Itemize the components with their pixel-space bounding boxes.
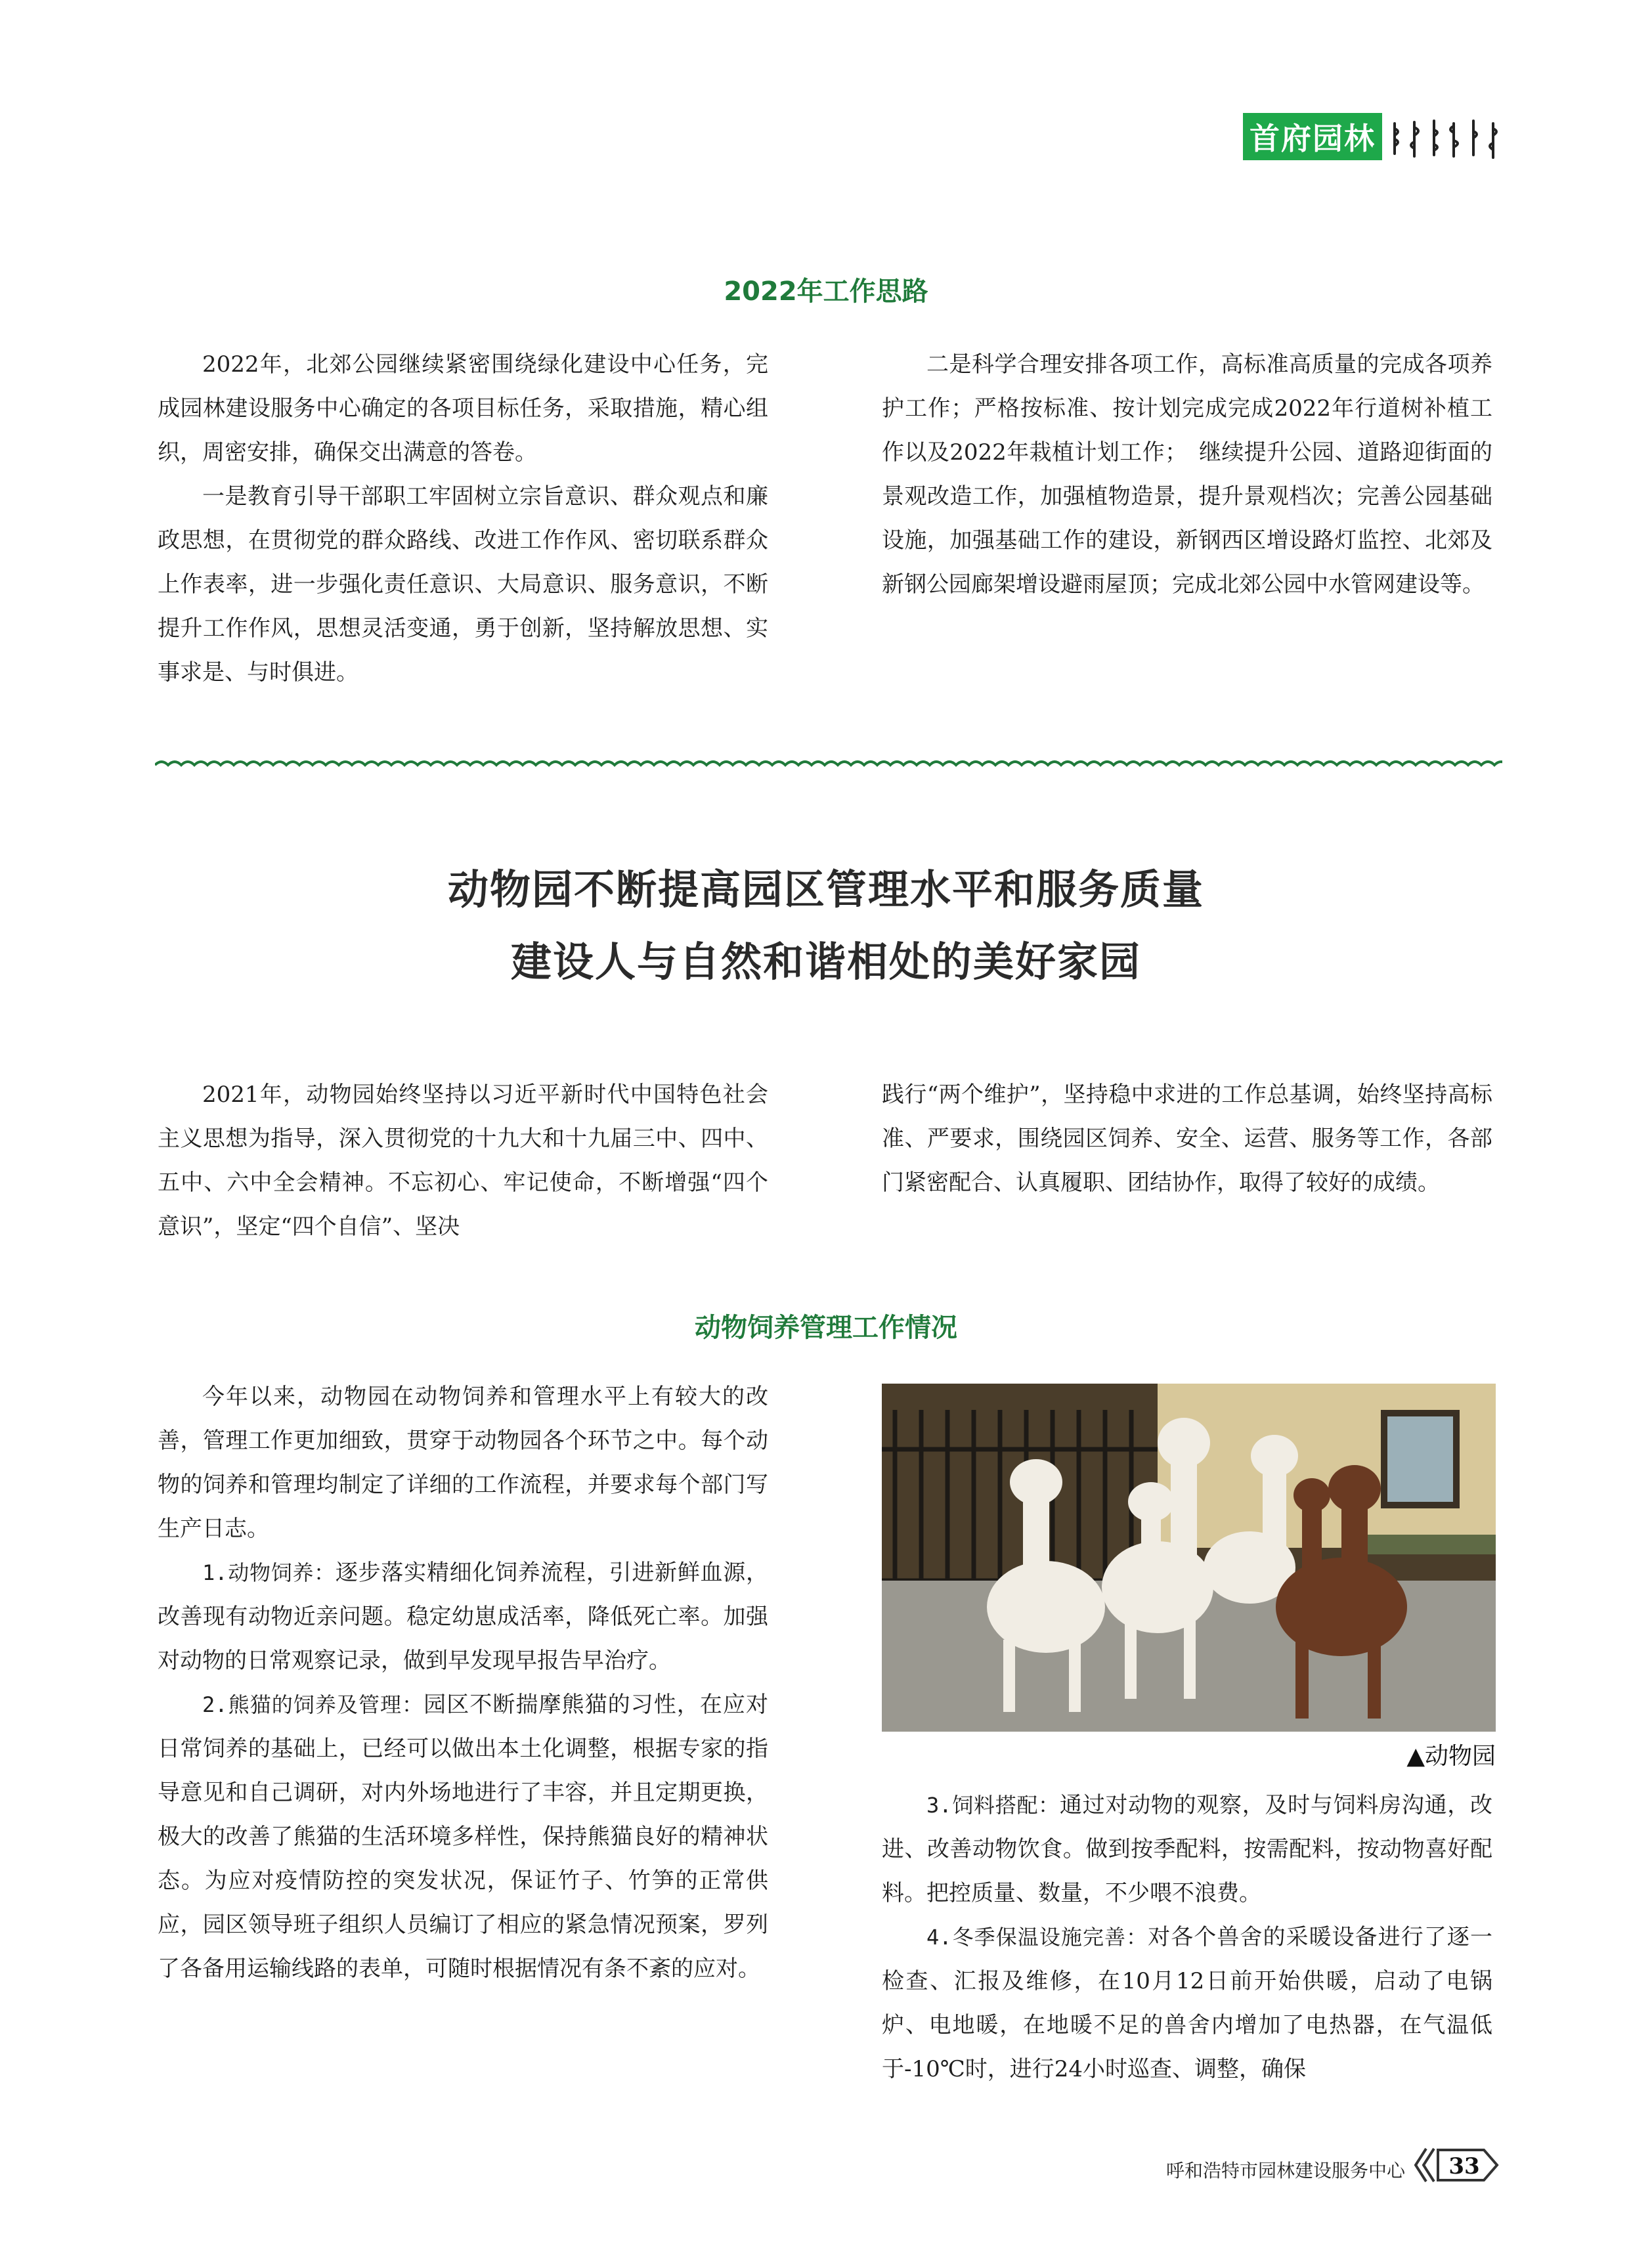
item-text: 逐步落实精细化饲养流程，引进新鲜血源，改善现有动物近亲问题。稳定幼崽成活率，降低死亡率。加强对动物的日常观察记录，做到早发现早报告早治疗。: [158, 1560, 768, 1674]
paragraph: 2021年，动物园始终坚持以习近平新时代中国特色社会主义思想为指导，深入贯彻党的十九大和十九届三中、四中、五中、六中全会精神。不忘初心、牢记使命，不断增强“四个意识”，坚定“四个自信”、坚决: [158, 1082, 768, 1240]
intro-left-column: [158, 1073, 768, 1249]
paragraph: [158, 1683, 768, 1991]
item-label: 2.熊猫的饲养及管理：: [202, 1692, 424, 1717]
section1-left-column: [158, 343, 768, 695]
item-text: 园区不断揣摩熊猫的习性，在应对日常饲养的基础上，已经可以做出本土化调整，根据专家的指导意见和自己调研，对内外场地进行了丰容，并且定期更换，极大的改善了熊猫的生活环境多样性，保持熊猫良好的精神状态。为应对疫情防控的突发状况，保证竹子、竹笋的正常供应，园区领导班子组织人员编订了相应的紧急情况预案，罗列了各备用运输线路的表单，可随时根据情况有条不紊的应对。: [158, 1692, 768, 1982]
paragraph: 二是科学合理安排各项工作，高标准高质量的完成各项养护工作；严格按标准、按计划完成完成2022年行道树补植工作以及2022年栽植计划工作； 继续提升公园、道路迎街面的景观改造工作，加强植物造景，提升景观档次；完善公园基础设施，加强基础工作的建设，新钢西区增设路灯监控、北郊及新钢公园廊架增设避雨屋顶；完成北郊公园中水管网建设等。: [882, 351, 1492, 598]
body-right-column: [882, 1784, 1492, 2092]
article-title-line-2: 建设人与自然和谐相处的美好家园: [510, 938, 1141, 986]
alpaca-photo: [882, 1384, 1496, 1732]
photo-caption: ▲动物园: [1406, 1743, 1496, 1770]
item-text: 通过对动物的观察，及时与饲料房沟通，改进、改善动物饮食。做到按季配料，按需配料，按动物喜好配料。把控质量、数量，不少喂不浪费。: [882, 1792, 1492, 1906]
section1-right-column: [882, 343, 1492, 607]
intro-right-column: [882, 1073, 1492, 1205]
paragraph: [882, 1916, 1492, 2092]
paragraph: 今年以来，动物园在动物饲养和管理水平上有较大的改善，管理工作更加细致，贯穿于动物园各个环节之中。每个动物的饲养和管理均制定了详细的工作流程，并要求每个部门写生产日志。: [158, 1384, 768, 1542]
magazine-logo-text: 首府园林: [1250, 121, 1376, 156]
subsection-title-animal-feeding: 动物饲养管理工作情况: [695, 1313, 957, 1343]
mongolian-script-logo: [1388, 116, 1506, 162]
item-label: 3.饲料搭配：: [926, 1793, 1060, 1818]
footer-organization: 呼和浩特市园林建设服务中心: [1165, 2160, 1405, 2181]
wavy-divider: [155, 755, 1502, 775]
page-number: 33: [1448, 2153, 1480, 2180]
item-text: 对各个兽舍的采暖设备进行了逐一检查、汇报及维修，在10月12日前开始供暖，启动了电锅炉、电地暖，在地暖不足的兽舍内增加了电热器，在气温低于-10℃时，进行24小时巡查、调整，确保: [882, 1924, 1492, 2082]
paragraph: 践行“两个维护”，坚持稳中求进的工作总基调，始终坚持高标准、严要求，围绕园区饲养、安全、运营、服务等工作，各部门紧密配合、认真履职、团结协作，取得了较好的成绩。: [882, 1082, 1492, 1196]
magazine-logo-badge: [1243, 113, 1382, 160]
page-number-badge: [1412, 2145, 1504, 2185]
paragraph: 2022年，北郊公园继续紧密围绕绿化建设中心任务，完成园林建设服务中心确定的各项目标任务，采取措施，精心组织，周密安排，确保交出满意的答卷。: [158, 351, 768, 466]
section-title-2022-plan: 2022年工作思路: [724, 276, 928, 307]
article-title-line-1: 动物园不断提高园区管理水平和服务质量: [447, 866, 1204, 913]
paragraph: [882, 1784, 1492, 1916]
item-label: 4.冬季保温设施完善：: [926, 1925, 1148, 1950]
item-label: 1.动物饲养：: [202, 1560, 336, 1585]
body-left-column: [158, 1375, 768, 1991]
paragraph: [158, 1551, 768, 1683]
paragraph: 一是教育引导干部职工牢固树立宗旨意识、群众观点和廉政思想，在贯彻党的群众路线、改进工作作风、密切联系群众上作表率，进一步强化责任意识、大局意识、服务意识，不断提升工作作风，思想灵活变通，勇于创新，坚持解放思想、实事求是、与时俱进。: [158, 483, 768, 686]
